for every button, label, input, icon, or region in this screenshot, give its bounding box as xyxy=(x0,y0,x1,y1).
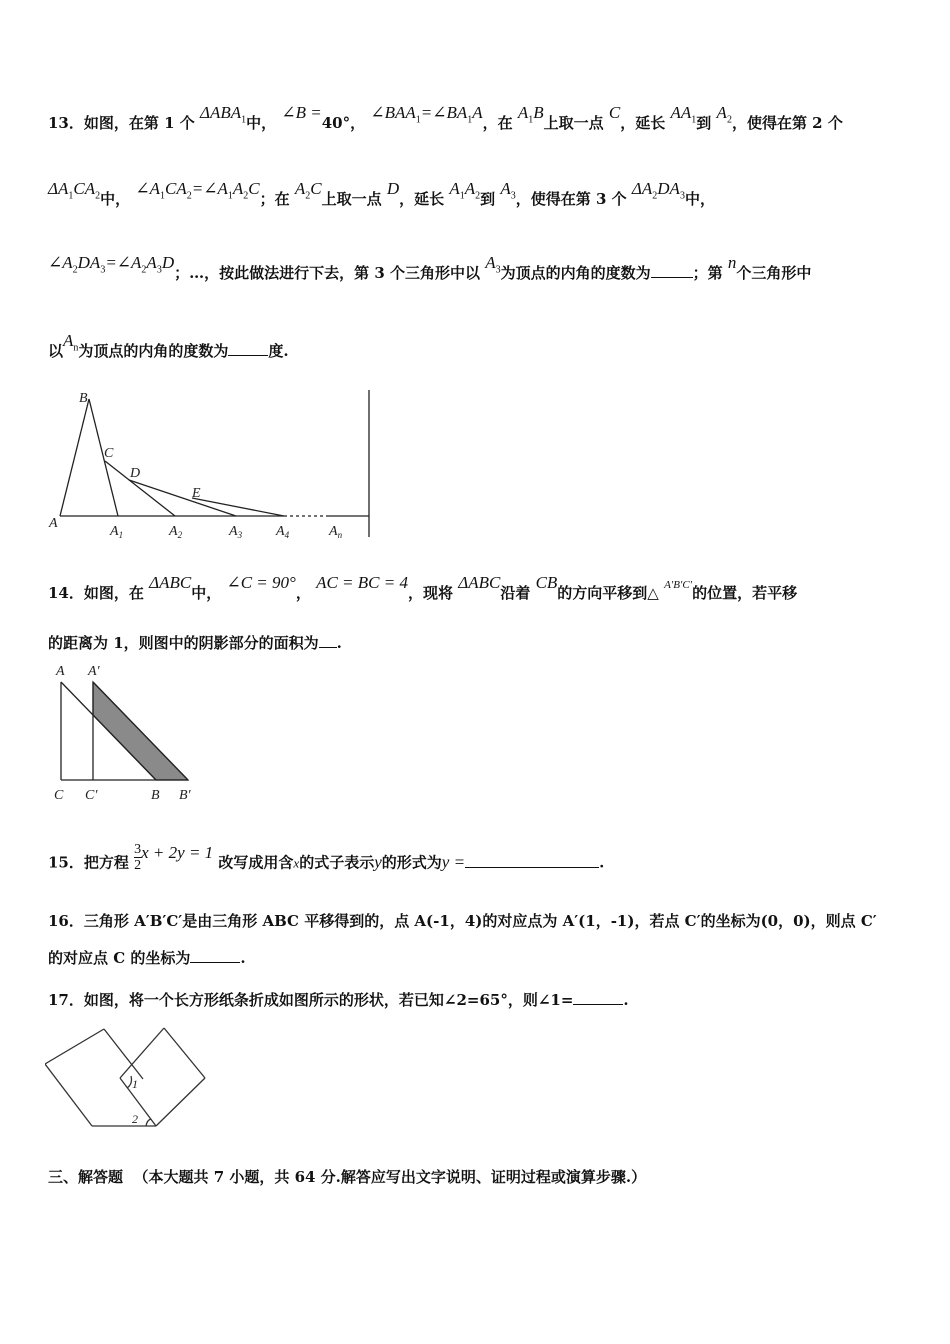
label-C: C xyxy=(54,788,64,803)
segment-A-prime-B-prime xyxy=(93,682,188,780)
strip-right-bottom-edge xyxy=(156,1078,205,1126)
q17-answer-blank[interactable] xyxy=(573,1003,623,1005)
label-A1: $A_1$ xyxy=(110,524,124,540)
q13-line1: 13．如图，在第 1 个 $\Delta ABA_1$中， ∠B =40°， $\angle BAA_1=\angle BA_1A$，在 $A_1B$上取一点 C，延长 $AA_1$到 $A_2$，使得在第 2 个 xyxy=(48,103,843,132)
segment-DA3 xyxy=(129,480,236,516)
label-B: B xyxy=(151,788,160,803)
strip-left-top-edge xyxy=(45,1029,104,1064)
section-3-heading: 三、解答题 （本大题共 7 小题，共 64 分.解答应写出文字说明、证明过程或演算步骤.） xyxy=(48,1168,647,1186)
q17-figure xyxy=(45,1026,210,1132)
q13-figure xyxy=(46,385,376,545)
q16-answer-blank[interactable] xyxy=(190,961,240,963)
q14-figure xyxy=(48,660,208,805)
q14-line1: 14．如图，在 ΔABC中， ∠C = 90°， AC = BC = 4，现将 ΔABC沿着 CB的方向平移到△ $^{A'B'C'}$的位置，若平移 xyxy=(48,573,798,602)
q16-line1: 16．三角形 A′B′C′是由三角形 ABC 平移得到的，点 A(-1，4)的对应点为 A′(1，-1)，若点 C′的坐标为(0，0)，则点 C′ xyxy=(48,912,877,930)
q13-answer-blank-2[interactable] xyxy=(228,354,268,356)
label-C-prime: C′ xyxy=(85,788,98,803)
segment-EA4 xyxy=(192,498,284,516)
strip-right-left-edge xyxy=(120,1028,164,1078)
label-D: D xyxy=(130,466,141,481)
q13-line3: $\angle A_2DA_3=\angle A_2A_3D$；…，按此做法进行下去，第 3 个三角形中以 $A_3$为顶点的内角的度数为 ；第 n个三角形中 xyxy=(48,253,812,282)
label-B: B xyxy=(79,391,88,406)
label-A2: $A_2$ xyxy=(169,524,183,540)
fraction-3-2: $\frac{3}{2}$ xyxy=(134,842,142,873)
q13-answer-blank-1[interactable] xyxy=(651,276,693,278)
q13-line4: 以$A_n$为顶点的内角的度数为 度. xyxy=(48,331,289,360)
label-B-prime: B′ xyxy=(179,788,191,803)
label-A4: $A_4$ xyxy=(276,524,290,540)
angle-2-label: 2 xyxy=(132,1112,138,1126)
strip-left-bottom-edge xyxy=(45,1064,92,1126)
q14-line2: 的距离为 1，则图中的阴影部分的面积为 . xyxy=(48,634,342,652)
label-An: $A_n$ xyxy=(329,524,343,540)
q16-line2: 的对应点 C 的坐标为 . xyxy=(48,949,246,967)
label-A: A xyxy=(56,664,65,679)
segment-AB xyxy=(60,399,89,516)
angle-1-arc xyxy=(127,1076,132,1088)
segment-AB xyxy=(61,682,156,780)
strip-right-top-edge xyxy=(164,1028,205,1078)
q17-line: 17．如图，将一个长方形纸条折成如图所示的形状，若已知∠2=65°，则∠1= . xyxy=(48,991,629,1009)
q14-answer-blank[interactable] xyxy=(319,646,337,648)
label-C: C xyxy=(104,446,114,461)
q15-answer-blank[interactable] xyxy=(465,866,599,868)
label-A3: $A_3$ xyxy=(229,524,243,540)
q15-line: 15．把方程 $\frac{3}{2}$ x + 2y = 1 改写成用含x的式子表示y的形式为y = . xyxy=(48,842,605,873)
angle-1-label: 1 xyxy=(132,1077,138,1091)
fold-inner-edge xyxy=(104,1029,143,1079)
label-E: E xyxy=(192,486,201,501)
angle-2-arc xyxy=(146,1119,151,1126)
q13-line2: $\Delta A_1CA_2$中， $\angle A_1CA_2=\angle A_1A_2C$；在 $A_2C$上取一点 D，延长 $A_1A_2$到 $A_3$，使得在第 3 个 $\Delta A_2DA_3$中， xyxy=(48,179,715,208)
label-A: A xyxy=(49,516,58,531)
label-A-prime: A′ xyxy=(88,664,100,679)
